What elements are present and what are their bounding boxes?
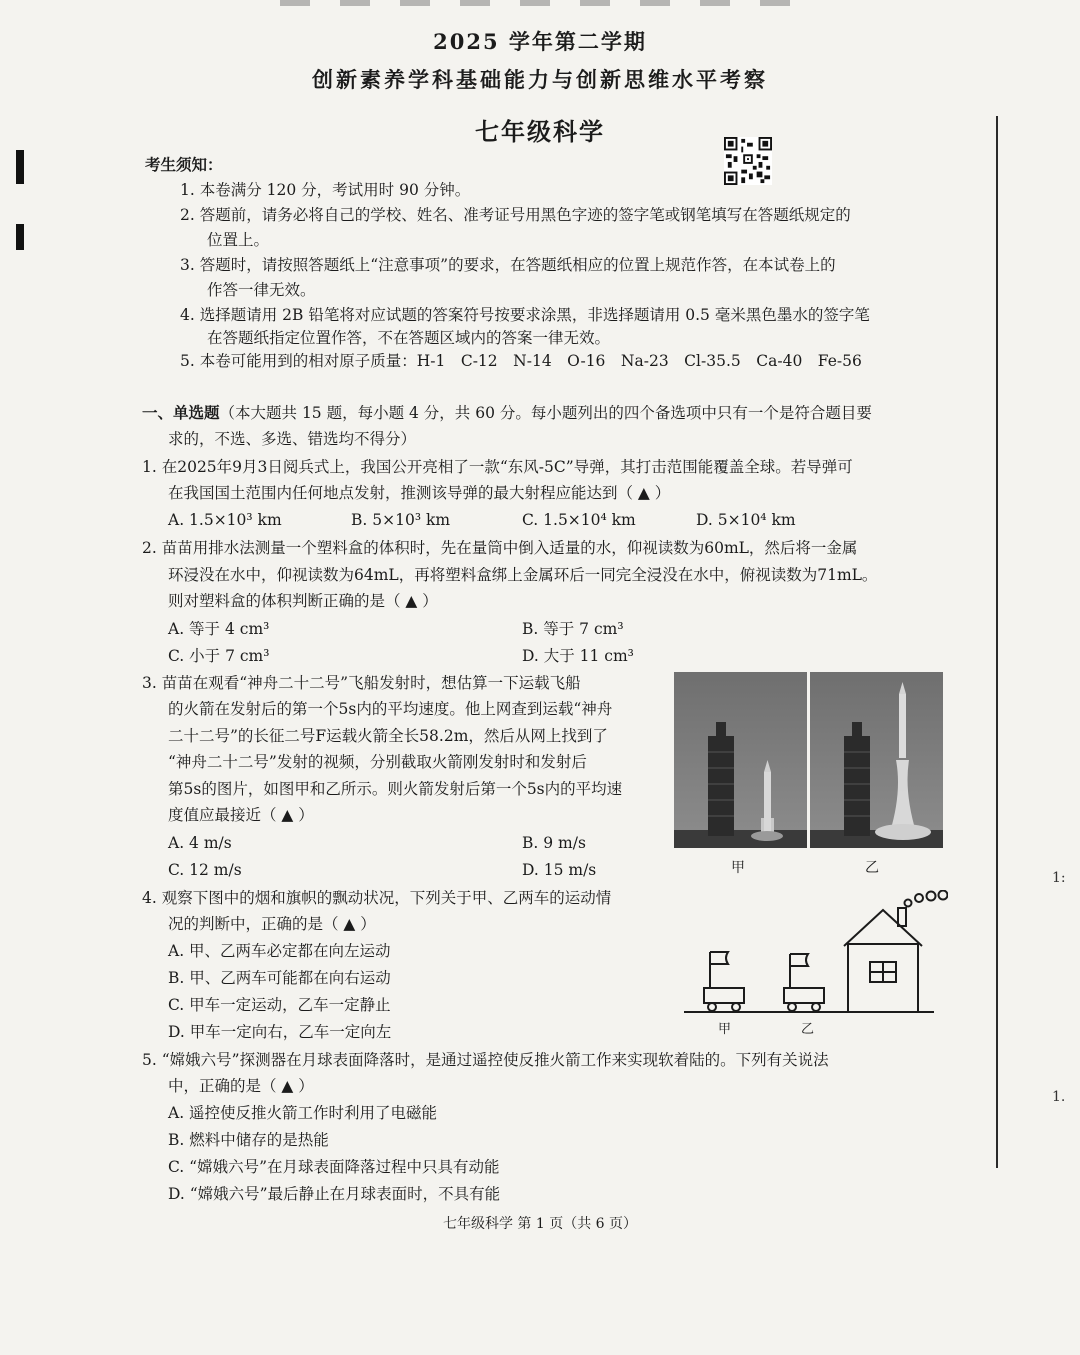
section-desc: （本大题共 15 题，每小题 4 分，共 60 分。每小题列出的四个备选项中只有一个是符合题目要	[219, 404, 872, 422]
question-1-line: 1. 在2025年9月3日阅兵式上，我国公开亮相了一款“东风-5C”导弹，其打击范围能覆盖全球。若导弹可	[142, 458, 853, 476]
figure-label-yi: 乙	[865, 860, 879, 876]
section-desc-line: 求的，不选、多选、错选均不得分）	[168, 430, 417, 448]
margin-mark: 1.	[1052, 1089, 1066, 1105]
question-1-option-d: D. 5×10⁴ km	[696, 511, 796, 529]
question-2-option-c: C. 小于 7 cm³	[168, 647, 270, 665]
question-5-line: 中，正确的是（ ▲ ）	[168, 1077, 314, 1095]
notice-item: 5. 本卷可能用到的相对原子质量：H-1 C-12 N-14 O-16 Na-23 Cl-35.5 Ca-40 Fe-56	[180, 352, 862, 370]
page-footer: 七年级科学 第 1 页（共 6 页）	[442, 1216, 638, 1232]
question-4-line: 4. 观察下图中的烟和旗帜的飘动状况，下列关于甲、乙两车的运动情	[142, 889, 612, 907]
question-2-line: 环浸没在水中，仰视读数为64mL，再将塑料盒绑上金属环后一同完全浸没在水中，俯视读数为71mL。	[168, 566, 878, 584]
question-5-option-c: C. “嫦娥六号”在月球表面降落过程中只具有动能	[168, 1158, 500, 1176]
notice-item: 3. 答题时，请按照答题纸上“注意事项”的要求，在答题纸相应的位置上规范作答，在本试卷上的	[180, 256, 836, 274]
question-4-option-c: C. 甲车一定运动，乙车一定静止	[168, 996, 391, 1014]
question-3-line: 二十二号”的长征二号F运载火箭全长58.2m，然后从网上找到了	[168, 727, 608, 745]
notice-heading: 考生须知：	[145, 155, 223, 174]
question-3-option-d: D. 15 m/s	[522, 861, 597, 879]
notice-item: 1. 本卷满分 120 分，考试用时 90 分钟。	[180, 181, 471, 199]
question-1-option-a: A. 1.5×10³ km	[168, 511, 282, 529]
rocket-launch-photo-yi	[810, 672, 943, 848]
question-1-option-c: C. 1.5×10⁴ km	[522, 511, 636, 529]
figure-label-yi: 乙	[801, 1022, 815, 1037]
question-2-option-b: B. 等于 7 cm³	[522, 620, 624, 638]
notice-item: 4. 选择题请用 2B 铅笔将对应试题的答案符号按要求涂黑，非选择题请用 0.5 毫米黑色墨水的签字笔	[180, 306, 870, 324]
margin-mark: 1:	[1052, 870, 1066, 886]
question-1-line: 在我国国土范围内任何地点发射，推测该导弹的最大射程应能达到（ ▲ ）	[168, 484, 671, 502]
notice-item: 作答一律无效。	[207, 281, 316, 299]
question-3-line: 第5s的图片，如图甲和乙所示。则火箭发射后第一个5s内的平均速	[168, 780, 623, 798]
rocket-launch-photo-jia	[674, 672, 807, 848]
section-title: 一、单选题	[142, 403, 220, 422]
question-2-option-a: A. 等于 4 cm³	[168, 620, 270, 638]
question-3-line: “神舟二十二号”发射的视频，分别截取火箭刚发射时和发射后	[168, 753, 587, 771]
notice-item: 在答题纸指定位置作答，不在答题区域内的答案一律无效。	[207, 329, 611, 347]
binder-mark	[16, 224, 24, 250]
question-2-option-d: D. 大于 11 cm³	[522, 647, 634, 665]
notice-item: 2. 答题前，请务必将自己的学校、姓名、准考证号用黑色字迹的签字笔或钢笔填写在答题纸规定的	[180, 206, 851, 224]
question-4-option-d: D. 甲车一定向右，乙车一定向左	[168, 1023, 392, 1041]
question-2-line: 2. 苗苗用排水法测量一个塑料盒的体积时，先在量筒中倒入适量的水，仰视读数为60mL，然后将一金属	[142, 539, 858, 557]
question-5-option-b: B. 燃料中储存的是热能	[168, 1131, 329, 1149]
question-3-line: 的火箭在发射后的第一个5s内的平均速度。他上网查到运载“神舟	[168, 700, 613, 718]
exam-subject: 七年级科学	[475, 117, 605, 146]
cars-flags-house-diagram	[684, 890, 948, 1040]
question-3-line: 度值应最接近（ ▲ ）	[168, 806, 314, 824]
figure-label-jia: 甲	[718, 1022, 732, 1037]
question-1-option-b: B. 5×10³ km	[351, 511, 451, 529]
question-2-line: 则对塑料盒的体积判断正确的是（ ▲ ）	[168, 592, 438, 610]
qr-code-icon	[724, 137, 772, 185]
question-3-line: 3. 苗苗在观看“神舟二十二号”飞船发射时，想估算一下运载飞船	[142, 674, 581, 692]
question-5-option-a: A. 遥控使反推火箭工作时利用了电磁能	[168, 1104, 438, 1122]
exam-term: 2025 学年第二学期	[433, 29, 647, 54]
top-edge-marks	[280, 0, 800, 6]
binder-mark	[16, 150, 24, 184]
question-5-line: 5. “嫦娥六号”探测器在月球表面降落时，是通过遥控使反推火箭工作来实现软着陆的。下列有关说法	[142, 1051, 829, 1069]
figure-label-jia: 甲	[731, 860, 745, 876]
page-divider-line	[996, 116, 998, 1168]
notice-item: 位置上。	[207, 231, 270, 249]
question-3-option-a: A. 4 m/s	[168, 834, 232, 852]
exam-name: 创新素养学科基础能力与创新思维水平考察	[312, 67, 768, 92]
question-4-option-a: A. 甲、乙两车必定都在向左运动	[168, 942, 391, 960]
question-4-line: 况的判断中，正确的是（ ▲ ）	[168, 915, 376, 933]
question-5-option-d: D. “嫦娥六号”最后静止在月球表面时，不具有能	[168, 1185, 501, 1203]
question-4-option-b: B. 甲、乙两车可能都在向右运动	[168, 969, 391, 987]
question-3-option-c: C. 12 m/s	[168, 861, 242, 879]
question-3-option-b: B. 9 m/s	[522, 834, 586, 852]
section-header	[142, 404, 872, 423]
